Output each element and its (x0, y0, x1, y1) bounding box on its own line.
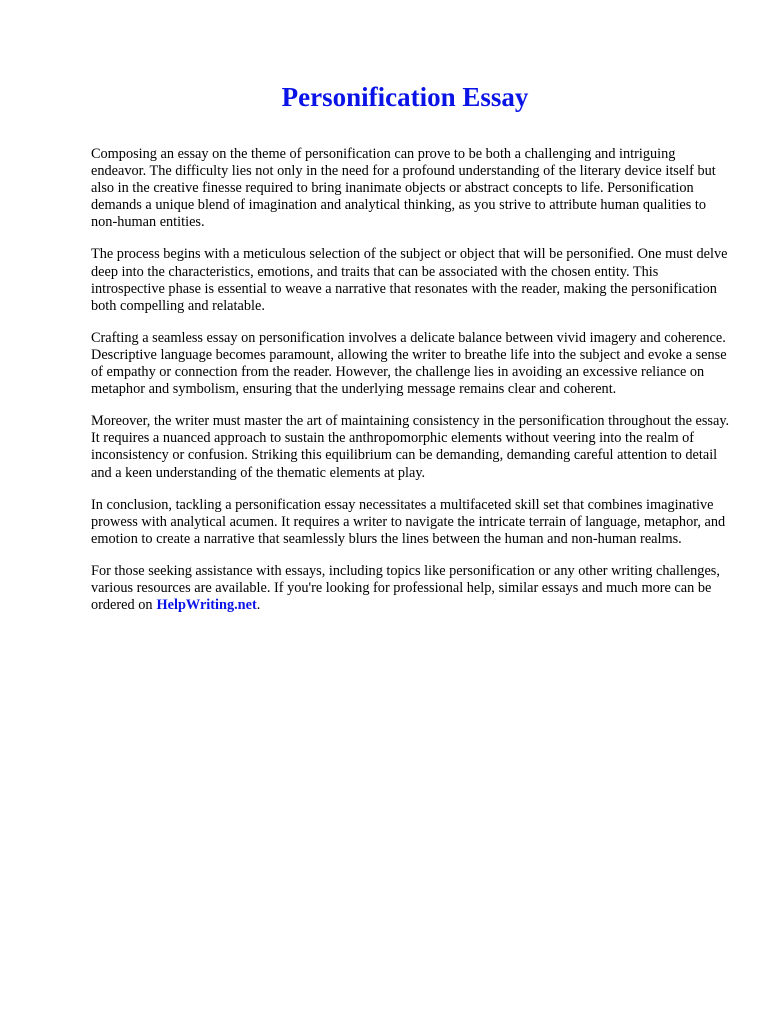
page-title: Personification Essay (281, 82, 529, 112)
paragraph-6 (91, 563, 731, 614)
paragraph-6-text: For those seeking assistance with essays, including topics like personification or any other writing challenges, various resources are available. If you're looking for professional help, similar essays and much more can be ordered on (91, 562, 720, 614)
paragraph-1: Composing an essay on the theme of personification can prove to be both a challenging and intriguing endeavor. The difficulty lies not only in the need for a profound understanding of the literary device itself but also in the creative finesse required to bring inanimate objects or abstract concepts to life. Personification demands a unique blend of imagination and analytical thinking, as you strive to attribute human qualities to non-human entities. (91, 146, 716, 231)
essay-body (91, 146, 731, 629)
paragraph-6-period: . (256, 597, 261, 614)
helpwriting-link[interactable]: HelpWriting.net (156, 597, 257, 614)
paragraph-3: Crafting a seamless essay on personification involves a delicate balance between vivid imagery and coherence. Descriptive language becomes paramount, allowing the writer to breathe life into the subject and evoke a sense of empathy or connection from the reader. However, the challenge lies in avoiding an excessive reliance on metaphor and symbolism, ensuring that the underlying message remains clear and coherent. (91, 329, 727, 398)
paragraph-2: The process begins with a meticulous selection of the subject or object that will be personified. One must delve deep into the characteristics, emotions, and traits that can be associated with the chosen entity. This introspective phase is essential to weave a narrative that resonates with the reader, making the personification both compelling and relatable. (91, 246, 728, 314)
paragraph-5: In conclusion, tackling a personification essay necessitates a multifaceted skill set that combines imaginative prowess with analytical acumen. It requires a writer to navigate the intricate terrain of language, metaphor, and emotion to create a narrative that seamlessly blurs the lines between the human and non-human realms. (91, 496, 726, 547)
paragraph-4: Moreover, the writer must master the art of maintaining consistency in the personification throughout the essay. It requires a nuanced approach to sustain the anthropomorphic elements without veering into the realm of inconsistency or confusion. Striking this equilibrium can be demanding, demanding careful attention to detail and a keen understanding of the thematic elements at play. (91, 413, 730, 481)
